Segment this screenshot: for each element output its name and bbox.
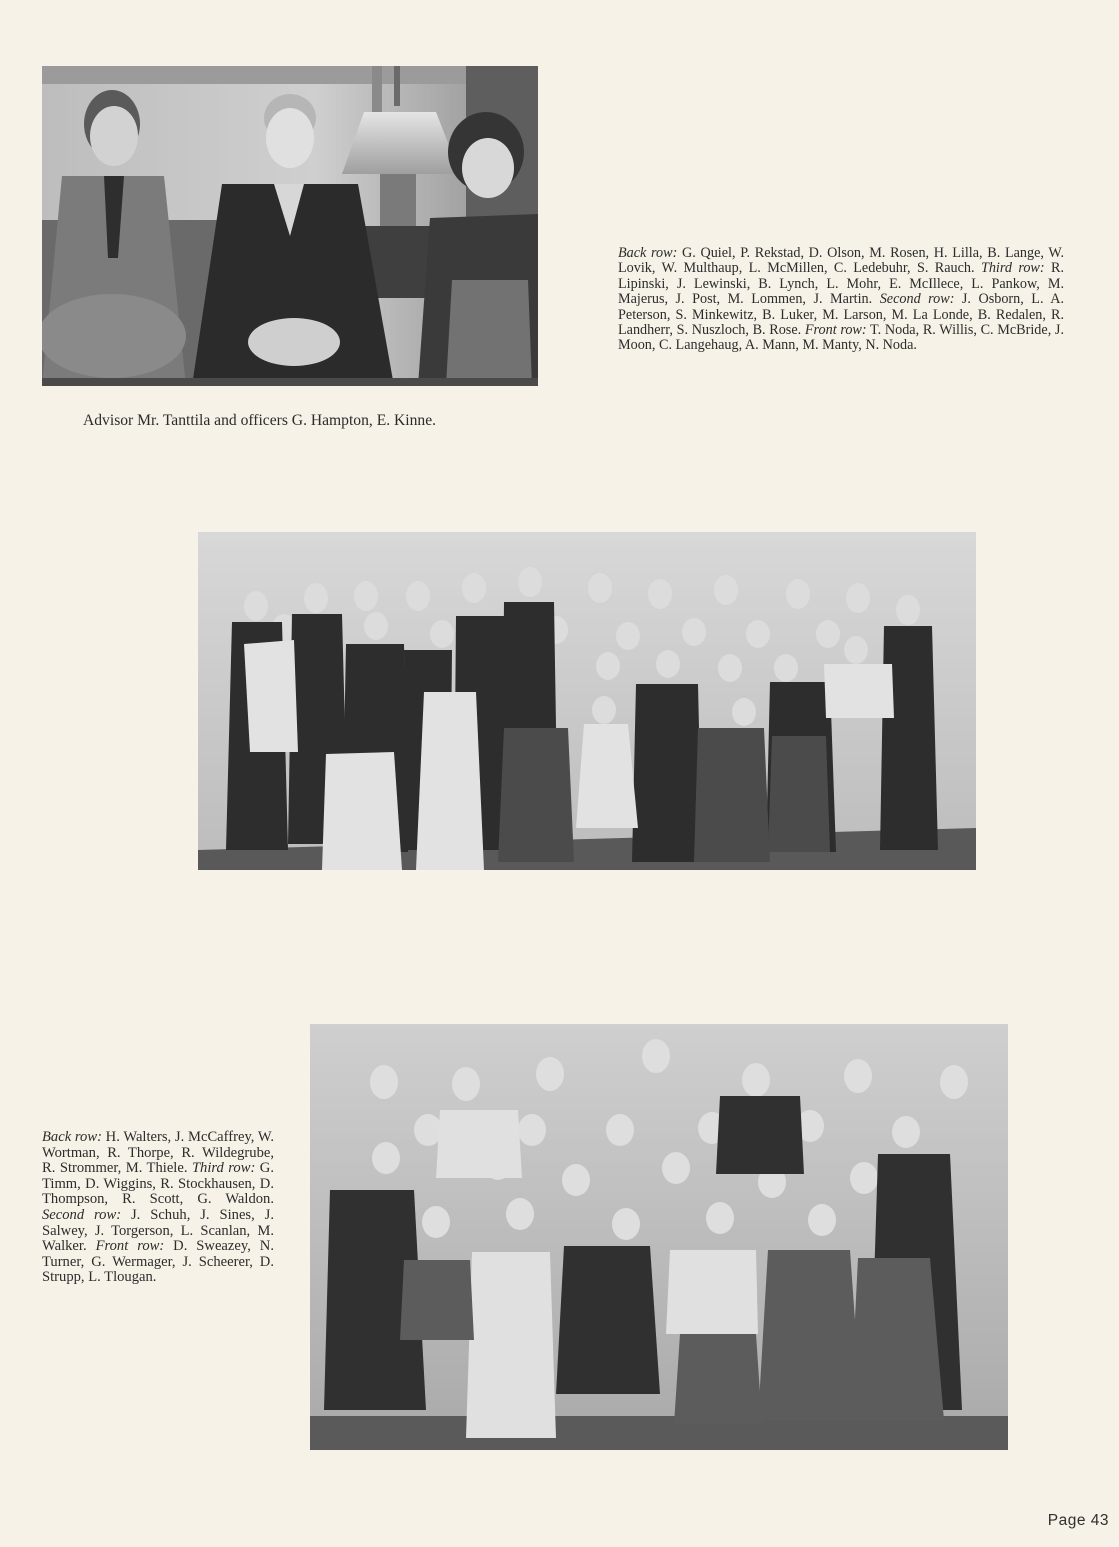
page-number: Page 43 <box>1047 1512 1109 1529</box>
top-group-caption <box>618 246 1064 354</box>
caption-names-third-row: G. Timm, D. Wiggins, R. Stockhausen, D. Thompson, R. Scott, G. Waldon. <box>42 1160 274 1208</box>
caption-label-front-row: Front row: <box>95 1238 165 1255</box>
advisors-photo <box>42 66 538 386</box>
caption-label-back-row: Back row: <box>42 1129 102 1145</box>
caption-label-second-row: Second row: <box>879 291 955 308</box>
caption-names-second-row: J. Schuh, J. Sines, J. Salwey, J. Torgerson, L. Scanlan, M. Walker. <box>42 1206 274 1255</box>
advisors-photo-image <box>42 66 538 386</box>
caption-names-back-row: H. Walters, J. McCaffrey, W. Wortman, R. Thorpe, R. Wildegrube, R. Strommer, M. Thiele. <box>42 1129 275 1177</box>
caption-label-third-row: Third row: <box>980 260 1045 277</box>
caption-label-front-row: Front row: <box>804 322 867 339</box>
caption-names-third-row: R. Lipinski, J. Lewinski, B. Lynch, L. Mohr, E. McIllece, L. Pankow, M. Majerus, J. Post, M. Lommen, J. Martin. <box>618 260 1064 308</box>
group-photo-one-image <box>198 532 976 870</box>
caption-names-back-row: G. Quiel, P. Rekstad, D. Olson, M. Rosen, H. Lilla, B. Lange, W. Lovik, W. Multhaup, L. McMillen, C. Ledebuhr, S. Rauch. <box>618 245 1064 277</box>
bottom-group-caption <box>42 1130 274 1286</box>
caption-label-second-row: Second row: <box>42 1206 122 1223</box>
caption-names-second-row: J. Osborn, L. A. Peterson, S. Minkewitz, B. Luker, M. Larson, M. La Londe, B. Redalen, R. Landherr, S. Nuszloch, B. Rose. <box>618 291 1064 339</box>
group-photo-two <box>310 1024 1008 1450</box>
advisors-caption: Advisor Mr. Tanttila and officers G. Hampton, E. Kinne. <box>83 412 437 429</box>
caption-names-front-row: T. Noda, R. Willis, C. McBride, J. Moon, C. Langehaug, A. Mann, M. Manty, N. Noda. <box>618 322 1064 354</box>
group-photo-one <box>198 532 976 870</box>
caption-label-third-row: Third row: <box>191 1160 256 1177</box>
caption-names-front-row: D. Sweazey, N. Turner, G. Wermager, J. Scheerer, D. Strupp, L. Tlougan. <box>42 1238 274 1286</box>
group-photo-two-image <box>310 1024 1008 1450</box>
caption-label-back-row: Back row: <box>618 245 678 261</box>
